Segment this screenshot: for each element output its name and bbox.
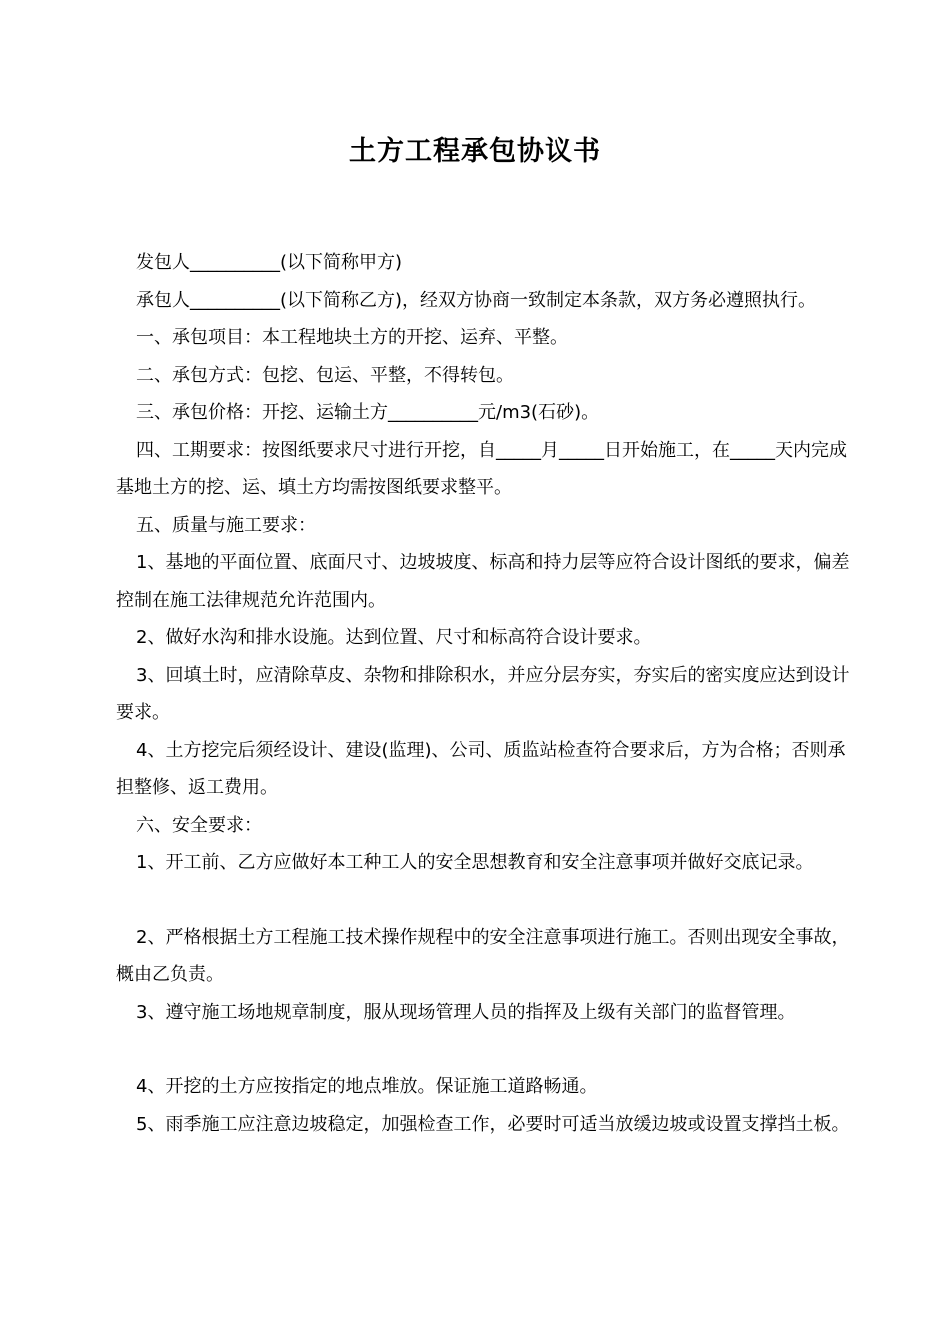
safety-item-4: 4、开挖的土方应按指定的地点堆放。保证施工道路畅通。 — [136, 1076, 598, 1097]
quality-item-1: 1、基地的平面位置、底面尺寸、边坡坡度、标高和持力层等应符合设计图纸的要求，偏差控制在施工法律规范允许范围内。 — [116, 552, 850, 611]
blank-line — [116, 882, 856, 919]
clause-contractor: 承包人__________(以下简称乙方)，经双方协商一致制定本条款，双方务必遵照执行。 — [136, 289, 817, 311]
clause-schedule: 四、工期要求：按图纸要求尺寸进行开挖，自_____月_____日开始施工，在_____天内完成基地土方的挖、运、填土方均需按图纸要求整平。 — [116, 439, 847, 498]
clause-employer: 发包人__________(以下简称甲方) — [136, 252, 403, 273]
quality-item-2: 2、做好水沟和排水设施。达到位置、尺寸和标高符合设计要求。 — [136, 627, 652, 648]
clause-project: 一、承包项目：本工程地块土方的开挖、运弃、平整。 — [136, 327, 568, 348]
safety-item-3: 3、遵守施工场地规章制度，服从现场管理人员的指挥及上级有关部门的监督管理。 — [136, 1001, 796, 1023]
section-quality-heading: 五、质量与施工要求： — [136, 514, 316, 536]
blank-line — [116, 1031, 856, 1068]
document-body — [116, 244, 856, 1143]
safety-item-2: 2、严格根据土方工程施工技术操作规程中的安全注意事项进行施工。否则出现安全事故，概由乙负责。 — [116, 926, 850, 985]
quality-item-3: 3、回填土时，应清除草皮、杂物和排除积水，并应分层夯实，夯实后的密实度应达到设计要求。 — [116, 664, 850, 723]
clause-price: 三、承包价格：开挖、运输土方__________元/m3(石砂)。 — [136, 402, 600, 423]
quality-item-4: 4、土方挖完后须经设计、建设(监理)、公司、质监站检查符合要求后，方为合格；否则承担整修、返工费用。 — [116, 739, 846, 798]
safety-item-5: 5、雨季施工应注意边坡稳定，加强检查工作，必要时可适当放缓边坡或设置支撑挡土板。 — [136, 1113, 850, 1135]
safety-item-1: 1、开工前、乙方应做好本工种工人的安全思想教育和安全注意事项并做好交底记录。 — [136, 852, 814, 873]
document-title: 土方工程承包协议书 — [349, 136, 601, 167]
clause-method: 二、承包方式：包挖、包运、平整，不得转包。 — [136, 364, 514, 386]
section-safety-heading: 六、安全要求： — [136, 814, 262, 836]
